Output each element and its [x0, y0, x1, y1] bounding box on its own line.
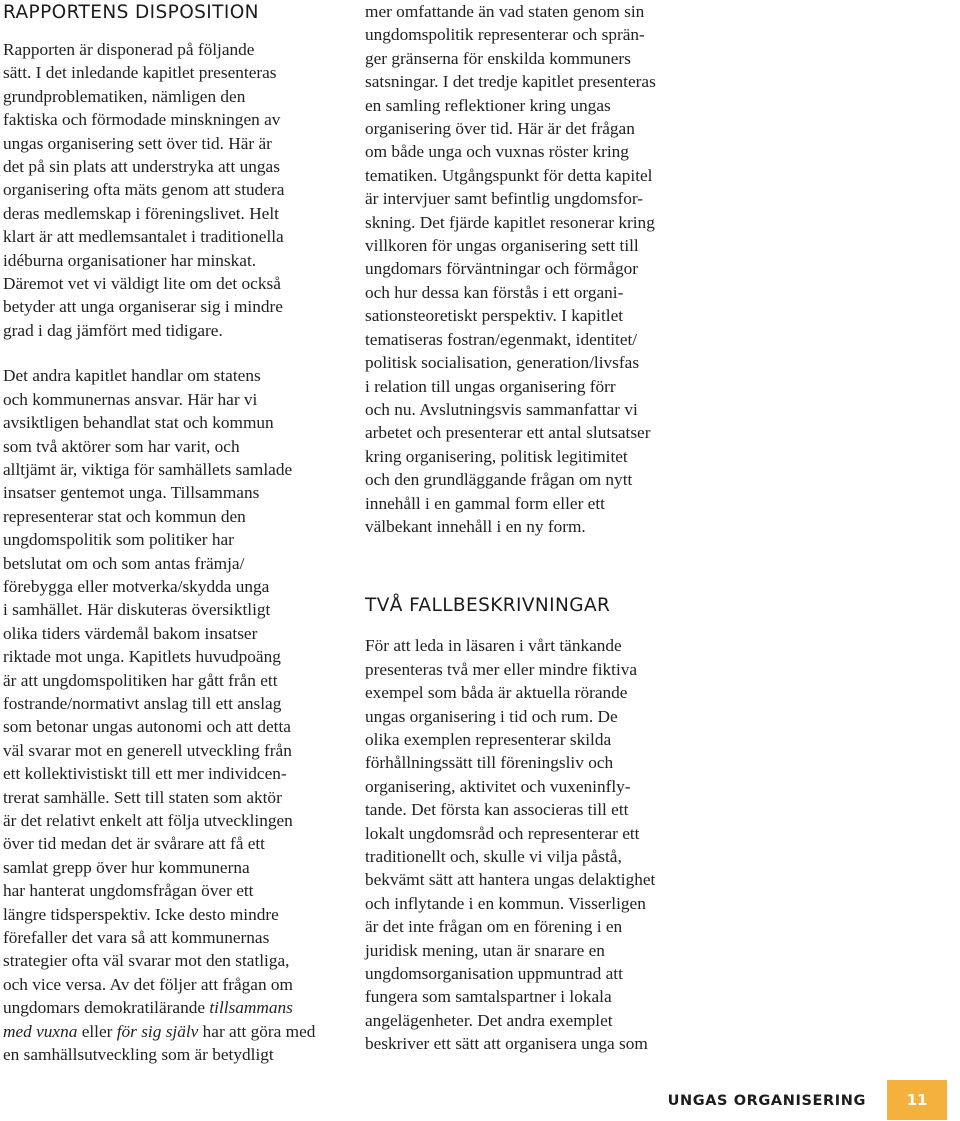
- chapter-two-text: Det andra kapitlet handlar om statens och kommunernas ansvar. Här har vi avsiktligen behandlat stat och kommun som två aktörer som har varit, och alltjämt är, viktiga för samhällets samlade insatser gentemot unga. Tillsammans representerar stat och kommun den ungdomspolitik som politiker har betslutat om och som antas främja/ förebygga eller motverka/skydda unga i samhället. Här diskuteras översiktligt olika tiders värdemål bakom insatser riktade mot unga. Kapitlets huvudpoäng är att ungdomspolitiken har gått från ett fostrande/normativt anslag till ett anslag som betonar ungas autonomi och att detta väl svarar mot en generell utveckling från ett kollektivistiskt till ett mer individcen- trerat samhälle. Sett till staten som aktör är det relativt enkelt att följa utvecklingen över tid medan det är svårare att få ett samlat grepp över hur kommunerna har hanterat ungdomsfrågan över ett längre tidsperspektiv. Icke desto mindre förefaller det vara så att kommunernas strategier ofta väl svarar mot den statliga, och vice versa. Av det följer att frågan om ungdomars demokratilärande: [3, 366, 293, 1018]
- body-paragraph-chapter-two: [3, 364, 343, 1066]
- page-footer: [0, 1080, 960, 1120]
- italic-phrase-together-with-adults: tillsammans med vuxna: [3, 998, 293, 1041]
- section-heading-tva-fallbeskrivningar: TVÅ FALLBESKRIVNINGAR: [365, 595, 611, 617]
- body-paragraph-case-descriptions: För att leda in läsaren i vårt tänkande presenteras två mer eller mindre fiktiva exempel som båda är aktuella rörande ungas organisering i tid och rum. De olika exemplen representerar skilda förhållningssätt till föreningsliv och organisering, aktivitet och vuxeninfly- tande. Det första kan associeras till ett lokalt ungdomsråd och representerar ett traditionellt och, skulle vi vilja påstå, bekvämt sätt att hantera ungas delaktighet och inflytande i en kommun. Visserligen är det inte frågan om en förening i en juridisk mening, utan är snarare en ungdomsorganisation uppmuntrad att fungera som samtalspartner i lokala angelägenheter. Det andra exemplet beskriver ett sätt att organisera unga som: [365, 636, 656, 1054]
- italic-phrase-by-themselves: för sig själv: [116, 1021, 199, 1041]
- section-heading-rapportens-disposition: RAPPORTENS DISPOSITION: [3, 2, 259, 23]
- body-paragraph-disposition: Rapporten är disponerad på följande sätt. I det inledande kapitlet presenteras grundproblematiken, nämligen den faktiska och förmodade minskningen av ungas organisering sett över tid. Här är det på sin plats att understryka att ungas organisering ofta mäts genom att studera deras medlemskap i föreningslivet. Helt klart är att medlemsantalet i traditionella idéburna organisationer har minskat. Däremot vet vi väldigt lite om det också betyder att unga organiserar sig i mindre grad i dag jämfört med tidigare.: [3, 40, 285, 340]
- body-paragraph-chapters-three-four: mer omfattande än vad staten genom sin ungdomspolitik representerar och sprän- ger gränserna för enskilda kommuners satsningar. I det tredje kapitlet presenteras en samling reflektioner kring ungas organisering över tid. Här är det frågan om både unga och vuxnas röster kring tematiken. Utgångspunkt för detta kapitel är intervjuer samt befintlig ungdomsfor- skning. Det fjärde kapitlet resonerar kring villkoren för ungas organisering sett till ungdomars förväntningar och förmågor och hur dessa kan förstås i ett organi- sationsteoretiskt perspektiv. I kapitlet tematiseras fostran/egenmakt, identitet/ politisk socialisation, generation/livsfas i relation till ungas organisering förr och nu. Avslutningsvis sammanfattar vi arbetet och presenterar ett antal slutsatser kring organisering, politisk legitimitet och den grundläggande frågan om nytt innehåll i en gammal form eller ett välbekant innehåll i en ny form.: [365, 2, 656, 536]
- connector-text: eller: [77, 1021, 117, 1041]
- chapter-two-text-end: har att göra med en samhällsutveckling som är betydligt: [3, 1021, 316, 1065]
- page-number-badge: [887, 1080, 947, 1120]
- page-number: 11: [906, 1091, 928, 1109]
- left-column: [3, 0, 343, 1066]
- running-footer-title: UNGAS ORGANISERING: [667, 1093, 866, 1109]
- right-column: [365, 0, 710, 1056]
